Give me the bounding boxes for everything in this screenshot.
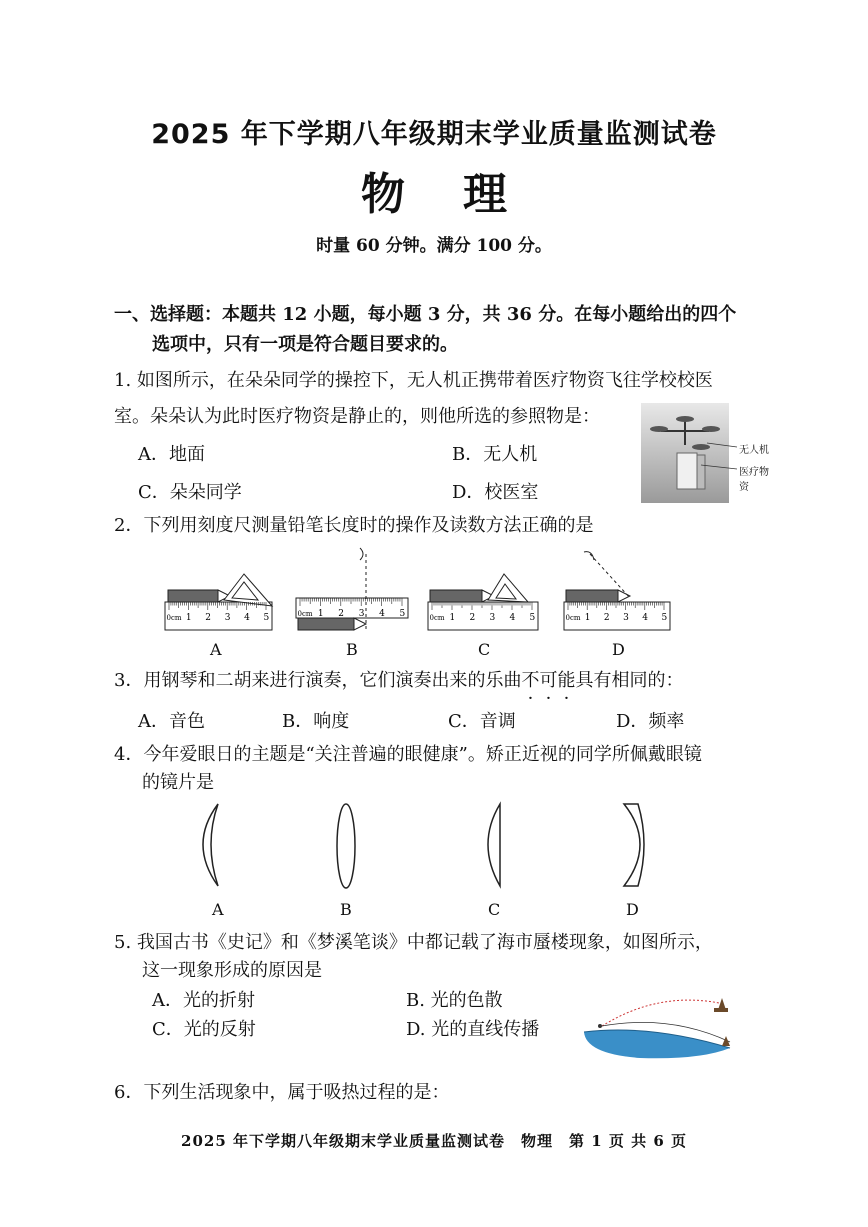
lens-label-b: B bbox=[340, 900, 352, 919]
q1-option-a: A．地面 bbox=[138, 444, 205, 465]
q5-option-d: D. 光的直线传播 bbox=[406, 1019, 540, 1040]
ruler-tick-label: 2 bbox=[603, 613, 610, 623]
ruler-panel-b bbox=[296, 548, 408, 632]
lens-label-d: D bbox=[626, 900, 639, 919]
q5-line1: 5. 我国古书《史记》和《梦溪笔谈》中都记载了海市蜃楼现象，如图所示， bbox=[114, 932, 713, 953]
ruler-tick-label: 1 bbox=[317, 609, 324, 619]
lens-d bbox=[624, 804, 644, 886]
subject-title: 物理 bbox=[361, 169, 565, 220]
ruler-tick-label: 3 bbox=[489, 613, 496, 623]
q1-option-b: B．无人机 bbox=[452, 444, 538, 465]
q3-option-d: D．频率 bbox=[616, 711, 685, 732]
ruler-tick-label: 1 bbox=[449, 613, 456, 623]
time-info: 时量 60 分钟。满分 100 分。 bbox=[316, 236, 552, 256]
ruler-tick-label: 4 bbox=[509, 613, 516, 623]
drone-figure bbox=[641, 403, 778, 503]
drone-label: 无人机 bbox=[739, 445, 769, 456]
section-heading bbox=[114, 300, 764, 360]
q6-text: 6．下列生活现象中，属于吸热过程的是： bbox=[114, 1082, 450, 1103]
ruler-tick-label: 0cm bbox=[166, 614, 182, 622]
q3-option-a: A．音色 bbox=[138, 711, 205, 732]
ruler-label-d: D bbox=[612, 640, 625, 659]
q3-option-b: B．响度 bbox=[282, 711, 350, 732]
ruler-tick-label: 5 bbox=[529, 613, 536, 623]
q1-option-c: C．朵朵同学 bbox=[138, 482, 242, 503]
ruler-tick-label: 4 bbox=[379, 609, 385, 619]
ruler-tick-label: 2 bbox=[338, 609, 345, 619]
section-heading-line1: 一、选择题：本题共 12 小题，每小题 3 分，共 36 分。在每小题给出的四个 bbox=[114, 304, 737, 325]
ruler-tick-label: 5 bbox=[399, 609, 406, 619]
ruler-tick-label: 5 bbox=[263, 613, 270, 623]
lens-label-a: A bbox=[212, 900, 224, 919]
q2-text: 2．下列用刻度尺测量铅笔长度时的操作及读数方法正确的是 bbox=[114, 515, 594, 536]
supplies-label: 医疗物资 bbox=[739, 467, 769, 493]
ruler-tick-label: 5 bbox=[661, 613, 668, 623]
ruler-tick-label: 4 bbox=[642, 613, 649, 623]
q4-line2: 的镜片是 bbox=[142, 772, 214, 793]
ruler-tick-label: 1 bbox=[584, 613, 591, 623]
ruler-tick-label: 0cm bbox=[429, 614, 445, 622]
q5-line2: 这一现象形成的原因是 bbox=[142, 960, 322, 981]
q1-line2: 室。朵朵认为此时医疗物资是静止的，则他所选的参照物是： bbox=[114, 406, 600, 427]
lens-c bbox=[488, 804, 500, 886]
ruler-label-c: C bbox=[478, 640, 491, 659]
q4-line1: 4．今年爱眼日的主题是“关注普遍的眼健康”。矫正近视的同学所佩戴眼镜 bbox=[114, 744, 702, 765]
page-footer: 2025 年下学期八年级期末学业质量监测试卷 物理 第 1 页 共 6 页 bbox=[181, 1132, 687, 1150]
ruler-figure bbox=[160, 544, 680, 662]
ruler-tick-label: 0cm bbox=[565, 614, 581, 622]
q3-text-before: 3．用钢琴和二胡来进行演奏，它们演奏出来的乐曲 bbox=[114, 670, 522, 691]
ruler-tick-label: 2 bbox=[205, 613, 212, 623]
ruler-tick-label: 3 bbox=[358, 609, 365, 619]
lens-label-c: C bbox=[488, 900, 501, 919]
q3-emphasis bbox=[521, 670, 575, 691]
ruler-tick-label: 3 bbox=[224, 613, 231, 623]
lens-b bbox=[337, 804, 355, 888]
lens-a bbox=[203, 804, 218, 886]
q5-option-b: B. 光的色散 bbox=[406, 990, 503, 1011]
q5-option-c: C．光的反射 bbox=[152, 1019, 256, 1040]
q3-text-after: 具有相同的： bbox=[575, 670, 684, 691]
ruler-tick-label: 3 bbox=[623, 613, 629, 623]
section-heading-line2: 选项中，只有一项是符合题目要求的。 bbox=[152, 334, 458, 355]
q3-text bbox=[114, 666, 764, 696]
q1-option-d: D．校医室 bbox=[452, 482, 539, 503]
q3-emph-char-3: 能 bbox=[557, 670, 576, 691]
mirage-figure bbox=[580, 990, 740, 1062]
ruler-tick-label: 4 bbox=[244, 613, 250, 623]
ruler-tick-label: 2 bbox=[469, 613, 476, 623]
ruler-tick-label: 0cm bbox=[297, 610, 313, 618]
q5-option-a: A．光的折射 bbox=[152, 990, 255, 1011]
q3-emph-char-1: 不 bbox=[521, 670, 540, 691]
q3-option-c: C．音调 bbox=[448, 711, 516, 732]
exam-title: 2025 年下学期八年级期末学业质量监测试卷 bbox=[151, 119, 717, 150]
ruler-label-a: A bbox=[210, 640, 222, 659]
q3-emph-char-2: 可 bbox=[539, 670, 558, 691]
lens-figure bbox=[180, 800, 660, 922]
q1-line1: 1. 如图所示，在朵朵同学的操控下，无人机正携带着医疗物资飞往学校校医 bbox=[114, 370, 713, 391]
ruler-tick-label: 1 bbox=[185, 613, 192, 623]
ruler-label-b: B bbox=[346, 640, 358, 659]
